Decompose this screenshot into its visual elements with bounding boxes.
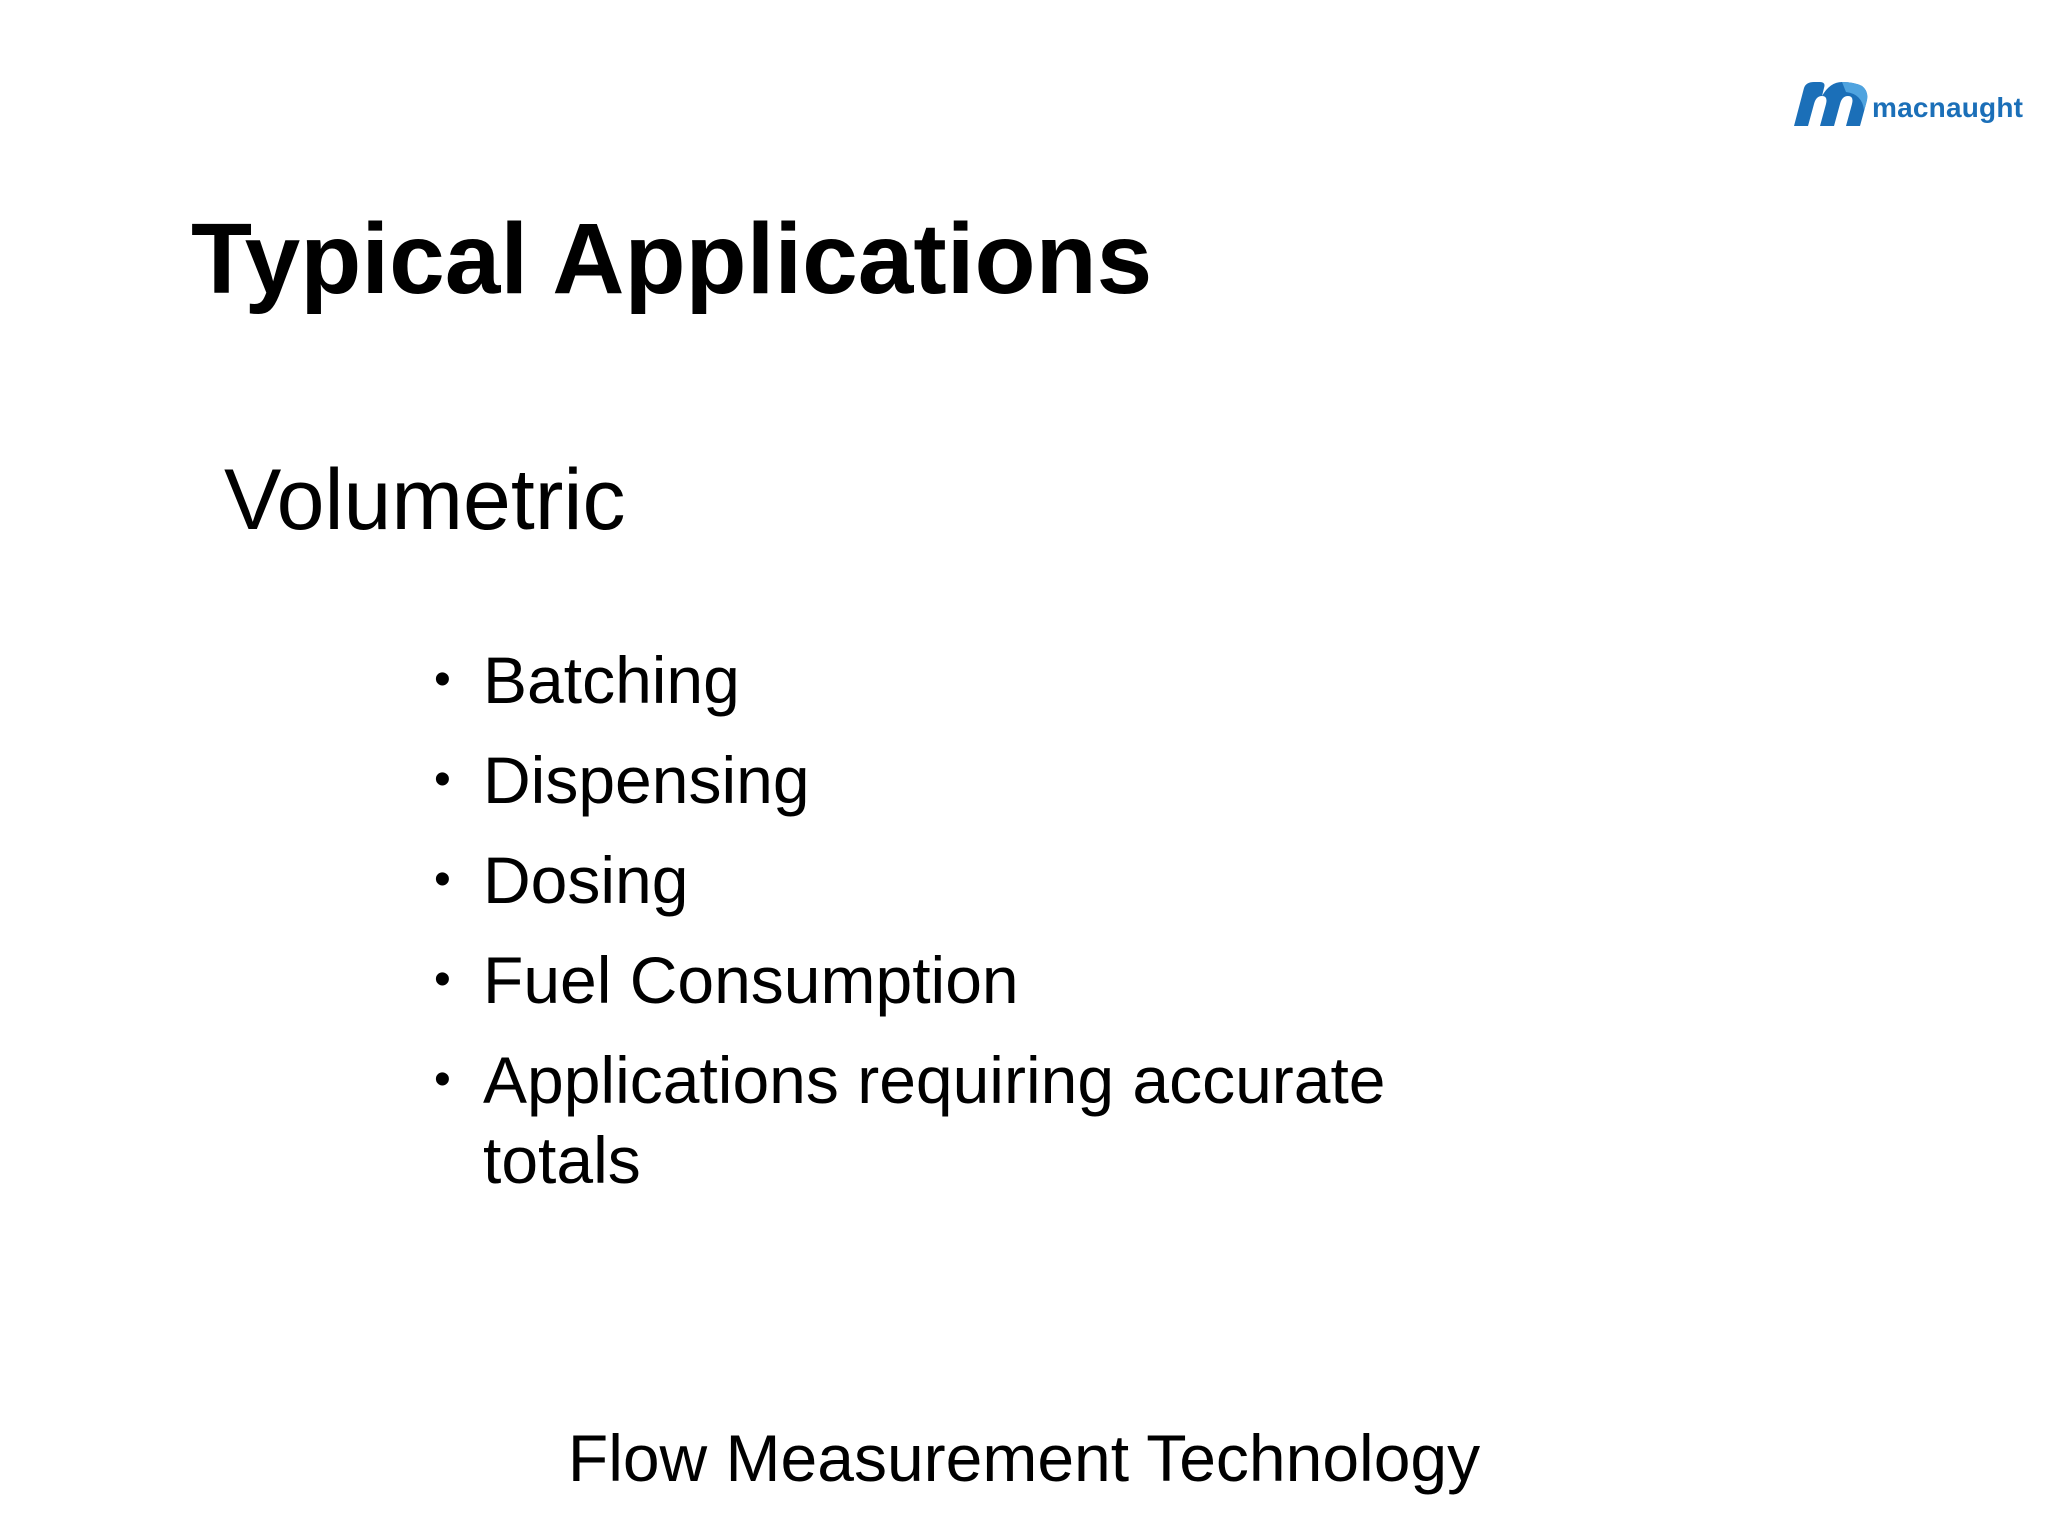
bullet-dot-icon: •: [434, 1053, 451, 1106]
bullet-item: [430, 840, 1530, 920]
bullet-text: Dispensing: [483, 743, 810, 817]
bullet-text: Batching: [483, 643, 740, 717]
bullet-text: Dosing: [483, 843, 689, 917]
macnaught-m-logo-icon: [1790, 80, 1868, 128]
bullet-dot-icon: •: [434, 753, 451, 806]
slide-subheading: Volumetric: [224, 452, 626, 548]
bullet-item: [430, 1040, 1483, 1200]
brand-logo: [1790, 72, 2023, 128]
bullet-item: [430, 640, 1530, 720]
bullet-item: [430, 740, 1530, 820]
bullet-text: Applications requiring accurate totals: [483, 1043, 1386, 1197]
bullet-dot-icon: •: [434, 953, 451, 1006]
slide-footer: Flow Measurement Technology: [567, 1421, 1481, 1495]
brand-logo-text: macnaught: [1872, 92, 2024, 123]
bullet-dot-icon: •: [434, 653, 451, 706]
bullet-text: Fuel Consumption: [483, 943, 1019, 1017]
bullet-dot-icon: •: [434, 853, 451, 906]
bullet-list: [430, 640, 1530, 1220]
slide-title: Typical Applications: [191, 203, 1153, 315]
bullet-item: [430, 940, 1530, 1020]
